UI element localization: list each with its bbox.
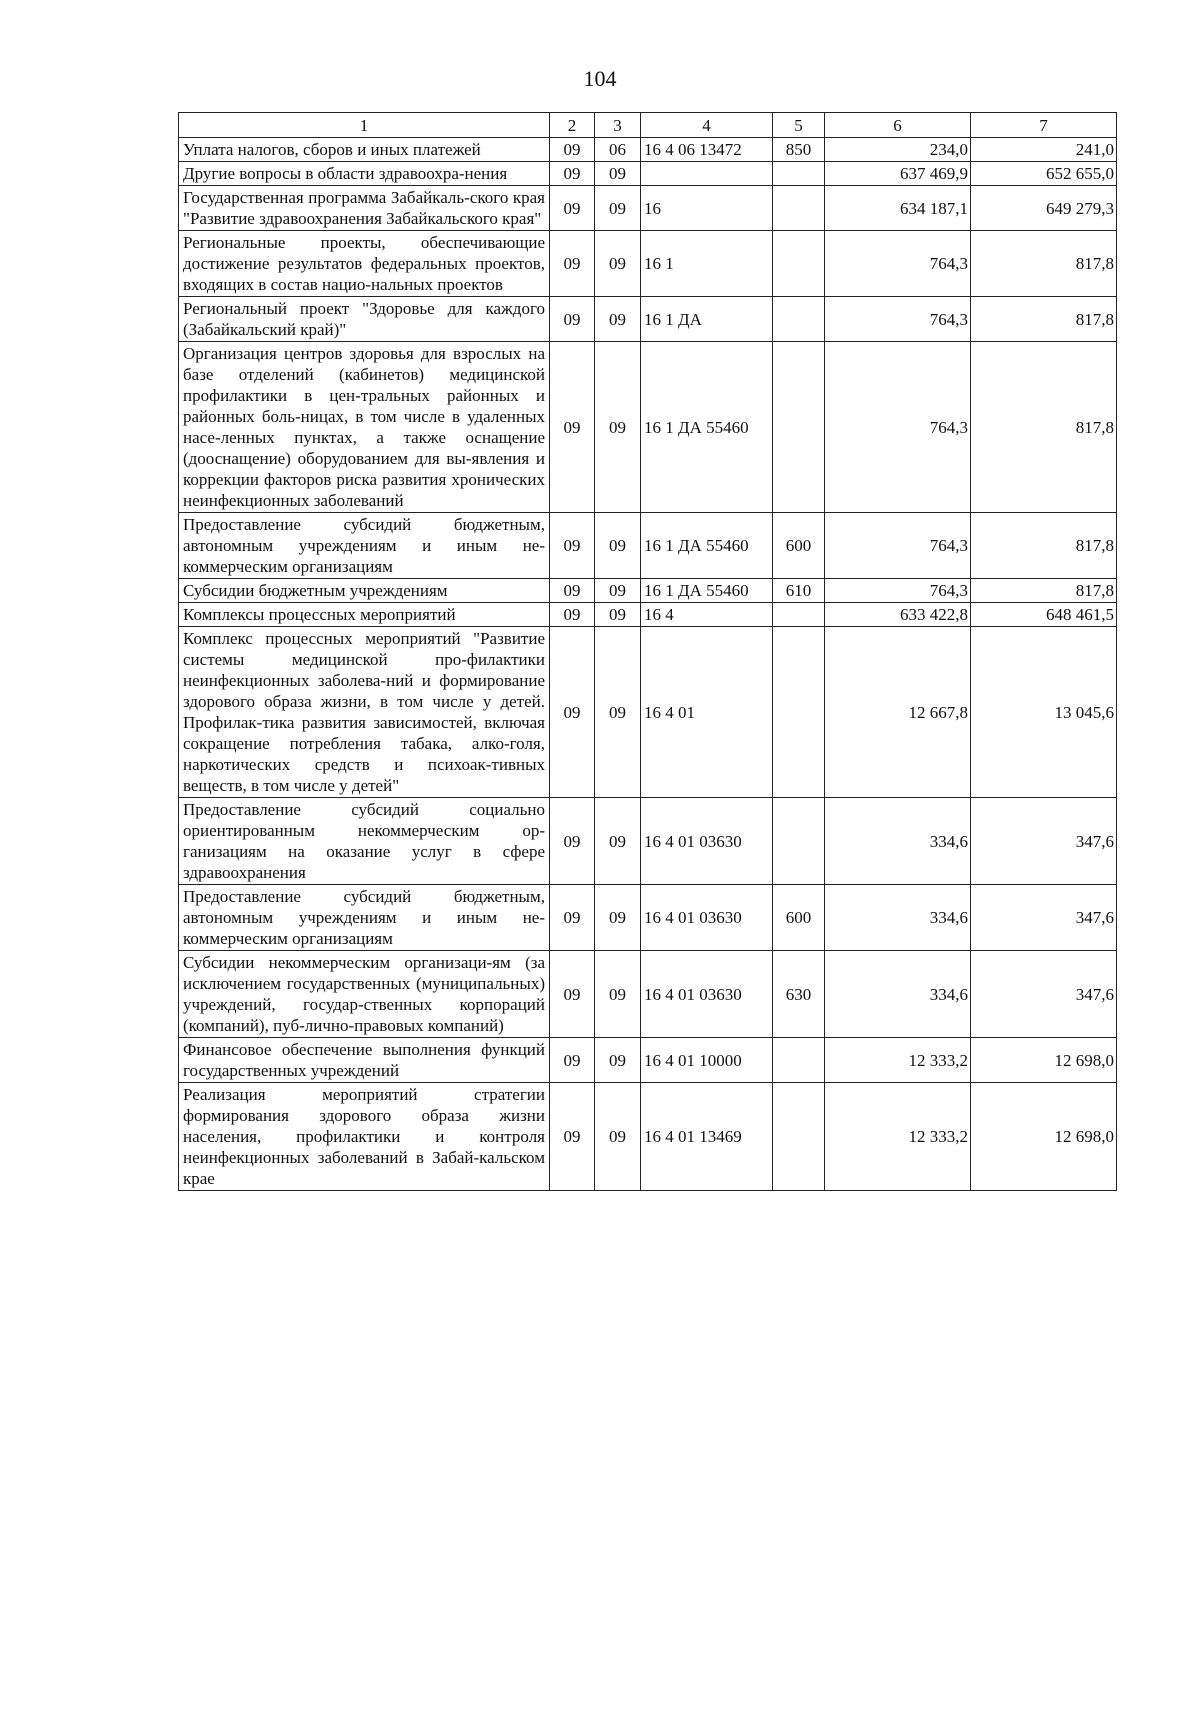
table-row: [179, 951, 1117, 1038]
row-amount-year2-cell: 817,8: [971, 579, 1117, 603]
table-row: [179, 1083, 1117, 1191]
row-target-article-cell: 16: [641, 186, 773, 231]
row-section-cell: 09: [550, 342, 595, 513]
row-amount-year2-cell: 12 698,0: [971, 1038, 1117, 1083]
row-amount-year2-cell: 347,6: [971, 798, 1117, 885]
row-expense-type-cell: [773, 603, 825, 627]
row-subsection-cell: 09: [595, 1083, 641, 1191]
row-section-cell: 09: [550, 798, 595, 885]
row-amount-year1-cell: 12 333,2: [825, 1083, 971, 1191]
row-section-cell: 09: [550, 186, 595, 231]
row-amount-year2-cell: 649 279,3: [971, 186, 1117, 231]
row-amount-year1-cell: 764,3: [825, 231, 971, 297]
row-amount-year1-cell: 334,6: [825, 798, 971, 885]
table-row: [179, 162, 1117, 186]
table-row: [179, 186, 1117, 231]
row-section-cell: 09: [550, 513, 595, 579]
row-amount-year1-cell: 12 333,2: [825, 1038, 971, 1083]
table-row: [179, 885, 1117, 951]
row-section-cell: 09: [550, 231, 595, 297]
row-section-cell: 09: [550, 951, 595, 1038]
row-subsection-cell: 09: [595, 342, 641, 513]
row-subsection-cell: 09: [595, 579, 641, 603]
row-amount-year2-cell: 13 045,6: [971, 627, 1117, 798]
header-cell: 5: [773, 113, 825, 138]
row-amount-year1-cell: 12 667,8: [825, 627, 971, 798]
row-amount-year1-cell: 234,0: [825, 138, 971, 162]
row-amount-year2-cell: 347,6: [971, 885, 1117, 951]
header-cell: 6: [825, 113, 971, 138]
row-target-article-cell: 16 1 ДА 55460: [641, 513, 773, 579]
row-amount-year1-cell: 764,3: [825, 579, 971, 603]
row-name-cell: Региональный проект "Здоровье для каждого (Забайкальский край)": [179, 297, 550, 342]
row-section-cell: 09: [550, 297, 595, 342]
table-row: [179, 627, 1117, 798]
table-row: [179, 297, 1117, 342]
row-amount-year1-cell: 634 187,1: [825, 186, 971, 231]
row-amount-year2-cell: 241,0: [971, 138, 1117, 162]
header-cell: 2: [550, 113, 595, 138]
table-row: [179, 513, 1117, 579]
row-name-cell: Предоставление субсидий бюджетным, автономным учреждениям и иным не-коммерческим организациям: [179, 513, 550, 579]
row-expense-type-cell: 630: [773, 951, 825, 1038]
header-row: [179, 113, 1117, 138]
header-cell: 7: [971, 113, 1117, 138]
row-amount-year2-cell: 817,8: [971, 513, 1117, 579]
row-section-cell: 09: [550, 885, 595, 951]
row-name-cell: Другие вопросы в области здравоохра-нения: [179, 162, 550, 186]
row-amount-year2-cell: 652 655,0: [971, 162, 1117, 186]
row-name-cell: Предоставление субсидий бюджетным, автономным учреждениям и иным не-коммерческим организациям: [179, 885, 550, 951]
row-section-cell: 09: [550, 579, 595, 603]
row-expense-type-cell: 610: [773, 579, 825, 603]
row-target-article-cell: 16 1 ДА: [641, 297, 773, 342]
row-subsection-cell: 09: [595, 231, 641, 297]
row-target-article-cell: 16 1 ДА 55460: [641, 579, 773, 603]
row-amount-year2-cell: 347,6: [971, 951, 1117, 1038]
row-amount-year1-cell: 334,6: [825, 885, 971, 951]
row-amount-year1-cell: 633 422,8: [825, 603, 971, 627]
header-cell: 1: [179, 113, 550, 138]
row-subsection-cell: 09: [595, 297, 641, 342]
row-expense-type-cell: [773, 1083, 825, 1191]
row-subsection-cell: 09: [595, 162, 641, 186]
row-expense-type-cell: [773, 342, 825, 513]
page-number: 104: [583, 66, 617, 91]
row-target-article-cell: 16 4 01 03630: [641, 885, 773, 951]
budget-table: [178, 112, 1117, 1191]
row-target-article-cell: 16 4 01 13469: [641, 1083, 773, 1191]
row-amount-year1-cell: 764,3: [825, 297, 971, 342]
row-target-article-cell: 16 4: [641, 603, 773, 627]
row-amount-year2-cell: 817,8: [971, 297, 1117, 342]
row-name-cell: Реализация мероприятий стратегии формирования здорового образа жизни населения, профилактики и контроля неинфекционных заболеваний в Забай-кальском крае: [179, 1083, 550, 1191]
header-cell: 4: [641, 113, 773, 138]
row-amount-year2-cell: 12 698,0: [971, 1083, 1117, 1191]
row-target-article-cell: 16 1 ДА 55460: [641, 342, 773, 513]
table-body: [179, 113, 1117, 1191]
row-name-cell: Предоставление субсидий социально ориентированным некоммерческим ор-ганизациям на оказание услуг в сфере здравоохранения: [179, 798, 550, 885]
row-name-cell: Комплексы процессных мероприятий: [179, 603, 550, 627]
row-expense-type-cell: 600: [773, 885, 825, 951]
row-subsection-cell: 09: [595, 951, 641, 1038]
row-expense-type-cell: 850: [773, 138, 825, 162]
row-amount-year1-cell: 764,3: [825, 513, 971, 579]
row-expense-type-cell: [773, 627, 825, 798]
table-row: [179, 231, 1117, 297]
row-target-article-cell: 16 4 01 10000: [641, 1038, 773, 1083]
table-row: [179, 138, 1117, 162]
table-row: [179, 798, 1117, 885]
row-name-cell: Организация центров здоровья для взрослых на базе отделений (кабинетов) медицинской профилактики в цен-тральных районных и районных боль-ницах, в том числе в удаленных насе-ленных пунктах, а также оснащение (дооснащение) оборудованием для вы-явления и коррекции факторов риска развития хронических неинфекционных заболеваний: [179, 342, 550, 513]
row-target-article-cell: [641, 162, 773, 186]
row-subsection-cell: 09: [595, 627, 641, 798]
row-name-cell: Региональные проекты, обеспечивающие достижение результатов федеральных проектов, входящих в состав нацио-нальных проектов: [179, 231, 550, 297]
row-amount-year1-cell: 637 469,9: [825, 162, 971, 186]
row-target-article-cell: 16 4 01: [641, 627, 773, 798]
row-expense-type-cell: [773, 297, 825, 342]
row-subsection-cell: 09: [595, 513, 641, 579]
row-target-article-cell: 16 4 06 13472: [641, 138, 773, 162]
row-subsection-cell: 09: [595, 186, 641, 231]
row-amount-year2-cell: 817,8: [971, 342, 1117, 513]
row-amount-year1-cell: 334,6: [825, 951, 971, 1038]
row-section-cell: 09: [550, 162, 595, 186]
row-name-cell: Субсидии бюджетным учреждениям: [179, 579, 550, 603]
row-section-cell: 09: [550, 1083, 595, 1191]
row-expense-type-cell: 600: [773, 513, 825, 579]
row-expense-type-cell: [773, 1038, 825, 1083]
table-row: [179, 579, 1117, 603]
row-amount-year2-cell: 817,8: [971, 231, 1117, 297]
row-name-cell: Уплата налогов, сборов и иных платежей: [179, 138, 550, 162]
table-row: [179, 1038, 1117, 1083]
row-expense-type-cell: [773, 162, 825, 186]
row-subsection-cell: 09: [595, 1038, 641, 1083]
row-name-cell: Финансовое обеспечение выполнения функций государственных учреждений: [179, 1038, 550, 1083]
row-section-cell: 09: [550, 627, 595, 798]
row-expense-type-cell: [773, 186, 825, 231]
row-section-cell: 09: [550, 603, 595, 627]
row-target-article-cell: 16 4 01 03630: [641, 798, 773, 885]
header-cell: 3: [595, 113, 641, 138]
table-row: [179, 342, 1117, 513]
row-amount-year2-cell: 648 461,5: [971, 603, 1117, 627]
row-name-cell: Комплекс процессных мероприятий "Развитие системы медицинской про-филактики неинфекционных заболева-ний и формирование здорового образа жизни, в том числе у детей. Профилак-тика развития зависимостей, включая сокращение потребления табака, алко-голя, наркотических средств и психоак-тивных веществ, в том числе у детей": [179, 627, 550, 798]
table-row: [179, 603, 1117, 627]
row-target-article-cell: 16 4 01 03630: [641, 951, 773, 1038]
row-target-article-cell: 16 1: [641, 231, 773, 297]
row-subsection-cell: 06: [595, 138, 641, 162]
row-section-cell: 09: [550, 1038, 595, 1083]
row-name-cell: Субсидии некоммерческим организаци-ям (за исключением государственных (муниципальных) учреждений, государ-ственных корпораций (компаний), пуб-лично-правовых компаний): [179, 951, 550, 1038]
row-subsection-cell: 09: [595, 603, 641, 627]
row-section-cell: 09: [550, 138, 595, 162]
row-expense-type-cell: [773, 798, 825, 885]
row-subsection-cell: 09: [595, 885, 641, 951]
row-amount-year1-cell: 764,3: [825, 342, 971, 513]
row-name-cell: Государственная программа Забайкаль-ского края "Развитие здравоохранения Забайкальского края": [179, 186, 550, 231]
row-expense-type-cell: [773, 231, 825, 297]
row-subsection-cell: 09: [595, 798, 641, 885]
